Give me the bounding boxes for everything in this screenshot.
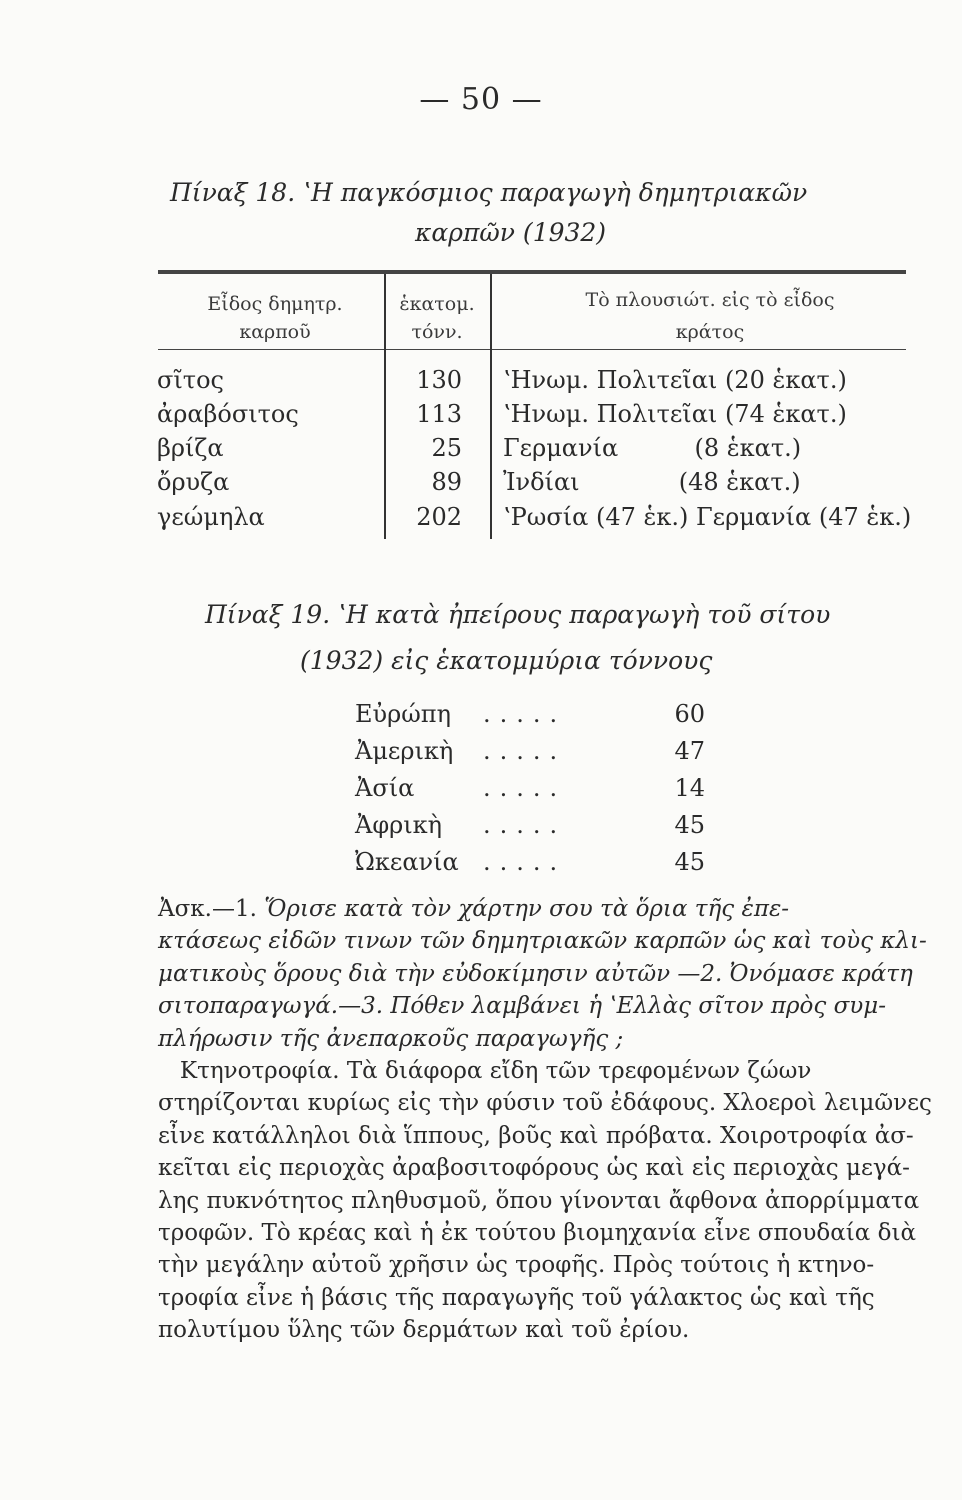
table18-row-crop: γεώμηλα bbox=[157, 503, 265, 531]
continent-value: 60 bbox=[674, 700, 705, 728]
text-line: στηρίζονται κυρίως εἰς τὴν φύσιν τοῦ ἐδάφους. Χλοεροὶ λειμῶνες bbox=[158, 1090, 932, 1117]
text-line: τὴν μεγάλην αὐτοῦ χρῆσιν ὡς τροφῆς. Πρὸς τούτοις ἡ κτηνο- bbox=[158, 1252, 875, 1279]
table18-header-kind: Εἶδος δημητρ. καρποῦ bbox=[207, 293, 343, 343]
table19-row bbox=[355, 811, 715, 848]
exercise-label: Ἀσκ.—1. bbox=[158, 896, 257, 922]
table19-title-line2: (1932) εἰς ἑκατομμύρια τόννους bbox=[300, 646, 713, 675]
text-line bbox=[158, 893, 918, 925]
text-line: λης πυκνότητος πληθυσμοῦ, ὅπου γίνονται ἄφθονα ἀπορρίμματα bbox=[158, 1187, 920, 1214]
continent-value: 45 bbox=[674, 811, 705, 839]
text-line: κεῖται εἰς περιοχὰς ἀραβοσιτοφόρους ὡς καὶ εἰς περιοχὰς μεγά- bbox=[158, 1155, 910, 1182]
table18-row-country: ʽΗνωμ. Πολιτεῖαι (74 ἑκατ.) bbox=[503, 400, 847, 428]
leader-dots: ..... bbox=[483, 774, 567, 802]
table18-row-crop: σῖτος bbox=[157, 366, 224, 394]
table18-top-rule bbox=[158, 270, 906, 274]
table18-row-country: Ἰνδίαι (48 ἑκατ.) bbox=[503, 468, 801, 496]
text-line: Κτηνοτροφία. Τὰ διάφορα εἴδη τῶν τρεφομένων ζώων bbox=[158, 1058, 812, 1085]
continent-value: 45 bbox=[674, 848, 705, 876]
text-line: κτάσεως εἰδῶν τινων τῶν δημητριακῶν καρπῶν ὡς καὶ τοὺς κλι- bbox=[158, 928, 927, 955]
table19-title-line1: Πίναξ 19. ʽΗ κατὰ ἠπείρους παραγωγὴ τοῦ σίτου bbox=[205, 600, 831, 629]
text-line: τροφία εἶνε ἡ βάσις τῆς παραγωγῆς τοῦ γάλακτος ὡς καὶ τῆς bbox=[158, 1284, 875, 1311]
text-line: σιτοπαραγωγά.—3. Πόθεν λαμβάνει ἡ ʽΕλλὰς σῖτον πρὸς συμ- bbox=[158, 993, 886, 1020]
table18-row-tons: 25 bbox=[431, 434, 462, 462]
table18-row-tons: 202 bbox=[416, 503, 462, 531]
continent-name: Εὐρώπη bbox=[355, 700, 451, 728]
table18-row-country: Γερμανία (8 ἑκατ.) bbox=[503, 434, 802, 462]
text-line: πολυτίμου ὕλης τῶν δερμάτων καὶ τοῦ ἐρίου. bbox=[158, 1317, 690, 1344]
table18-row-country: ʽΗνωμ. Πολιτεῖαι (20 ἑκατ.) bbox=[503, 366, 847, 394]
table19-row bbox=[355, 848, 715, 885]
body-text bbox=[158, 893, 932, 1347]
table18-row-crop: βρίζα bbox=[157, 434, 224, 462]
leader-dots: ..... bbox=[483, 737, 567, 765]
table19-row bbox=[355, 737, 715, 774]
table19-row bbox=[355, 774, 715, 811]
continent-name: Ἀσία bbox=[355, 774, 415, 802]
table18-row-country: ʽΡωσία (47 ἑκ.) Γερμανία (47 ἑκ.) bbox=[503, 503, 912, 531]
table18-title-line1: Πίναξ 18. ʽΗ παγκόσμιος παραγωγὴ δημητριακῶν bbox=[170, 178, 808, 207]
table18-header-tons: ἑκατομ. τόνν. bbox=[399, 293, 475, 343]
table19-list bbox=[355, 700, 715, 885]
continent-value: 47 bbox=[674, 737, 705, 765]
table18-row-crop: ἀραβόσιτος bbox=[157, 400, 299, 428]
table19-row bbox=[355, 700, 715, 737]
table18-row-tons: 130 bbox=[416, 366, 462, 394]
table18-row-tons: 89 bbox=[431, 468, 462, 496]
continent-name: Ὠκεανία bbox=[355, 848, 459, 876]
text-line: εἶνε κατάλληλοι διὰ ἵππους, βοῦς καὶ πρόβατα. Χοιροτροφία ἀσ- bbox=[158, 1122, 914, 1149]
text-line: τροφῶν. Τὸ κρέας καὶ ἡ ἐκ τούτου βιομηχανία εἶνε σπουδαία διὰ bbox=[158, 1220, 916, 1247]
continent-value: 14 bbox=[674, 774, 705, 802]
table18-header-rule bbox=[158, 349, 906, 350]
continent-name: Ἀμερικὴ bbox=[355, 737, 454, 765]
leader-dots: ..... bbox=[483, 700, 567, 728]
table18-header-country: Τὸ πλουσιώτ. εἰς τὸ εἶδος κράτος bbox=[585, 289, 835, 343]
table18-row-crop: ὄρυζα bbox=[157, 468, 230, 496]
exercise-text: Ὅρισε κατὰ τὸν χάρτην σου τὰ ὅρια τῆς ἐπε- bbox=[256, 896, 790, 922]
leader-dots: ..... bbox=[483, 848, 567, 876]
continent-name: Ἀφρικὴ bbox=[355, 811, 443, 839]
table18-row-tons: 113 bbox=[416, 400, 462, 428]
table18-title-line2: καρπῶν (1932) bbox=[415, 218, 607, 247]
text-line: πλήρωσιν τῆς ἀνεπαρκοῦς παραγωγῆς ; bbox=[158, 1025, 624, 1052]
text-line: ματικοὺς ὅρους διὰ τὴν εὐδοκίμησιν αὐτῶν —2. Ὀνόμασε κράτη bbox=[158, 960, 913, 987]
leader-dots: ..... bbox=[483, 811, 567, 839]
page-number: — 50 — bbox=[419, 82, 543, 117]
